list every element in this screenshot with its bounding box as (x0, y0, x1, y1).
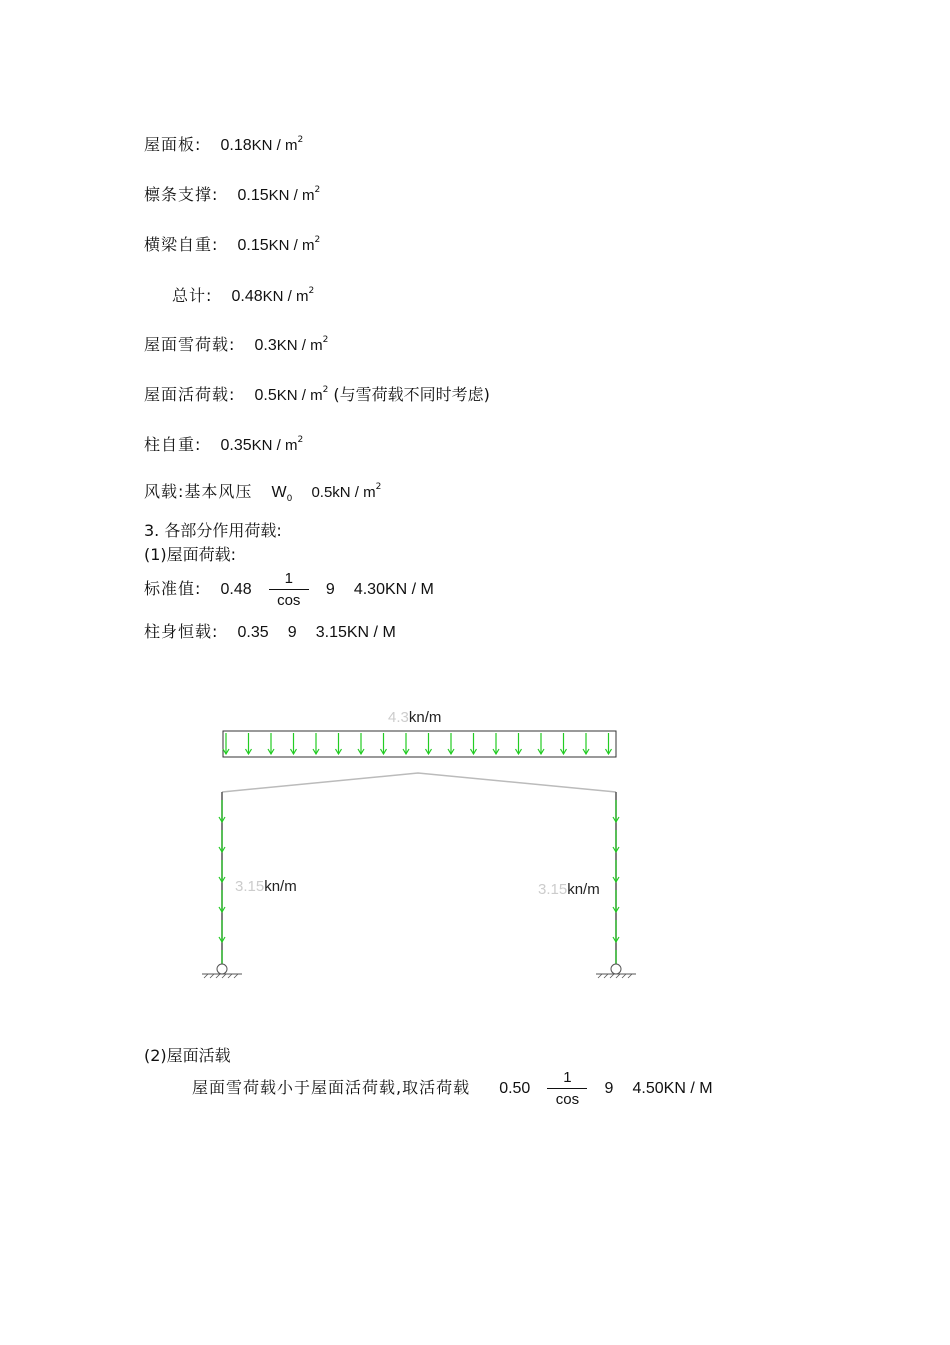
formula-result: 3.15KN / M (315, 624, 396, 641)
formula-coef: 0.50 (499, 1080, 531, 1097)
load-value: 0.48 (231, 288, 263, 305)
load-label: 檩条支撑: (144, 185, 219, 204)
wind-value: 0.5kN / m (311, 484, 376, 501)
right-pin-support (596, 964, 636, 978)
left-column-load-label (235, 878, 297, 895)
formula-live (192, 1069, 713, 1108)
unit-exponent: 2 (314, 234, 321, 245)
formula-result: 4.30KN / M (353, 581, 434, 598)
load-unit: KN / m (262, 288, 309, 305)
roof-load-value: 4.3 (388, 709, 409, 726)
load-value: 0.5 (254, 387, 277, 404)
roof-load-arrows (223, 733, 612, 754)
load-unit: KN / m (251, 437, 298, 454)
unit-exponent: 2 (308, 285, 315, 296)
load-note: (与雪荷载不同时考虑) (333, 385, 490, 404)
roof-load-unit: kn/m (408, 709, 442, 726)
load-value: 0.18 (220, 137, 252, 154)
unit-exponent: 2 (314, 184, 321, 195)
load-unit: KN / m (276, 387, 323, 404)
unit-exponent: 2 (322, 384, 329, 395)
fraction-numerator: 1 (547, 1069, 587, 1089)
formula-text: 屋面雪荷载小于屋面活荷载,取活荷载 (192, 1078, 471, 1097)
load-label: 屋面雪荷载: (144, 335, 236, 354)
load-value: 0.15 (237, 187, 269, 204)
right-column-load-unit: kn/m (567, 881, 600, 898)
rafter (222, 773, 616, 792)
load-value: 0.35 (220, 437, 252, 454)
load-unit: KN / m (268, 237, 315, 254)
right-column-load-value: 3.15 (538, 881, 568, 898)
load-unit: KN / m (276, 337, 323, 354)
subsection-heading: (1)屋面荷载: (144, 545, 237, 564)
load-label: 屋面板: (144, 135, 202, 154)
subsection-heading-live: (2)屋面活载 (144, 1046, 231, 1065)
formula-span: 9 (604, 1080, 614, 1097)
load-unit: KN / m (268, 187, 315, 204)
roof-load-box (223, 731, 616, 757)
formula-fraction (547, 1069, 587, 1108)
load-value: 0.3 (254, 337, 277, 354)
formula-span: 9 (325, 581, 335, 598)
fraction-numerator: 1 (269, 570, 309, 590)
fraction-denominator: cos (555, 1091, 580, 1108)
unit-exponent: 2 (375, 481, 382, 492)
wind-symbol: W (271, 484, 287, 501)
load-label: 横梁自重: (144, 235, 219, 254)
left-pin-support (202, 964, 242, 978)
formula-coef: 0.48 (220, 581, 252, 598)
load-label: 总计: (172, 286, 213, 305)
formula-label: 标准值: (144, 579, 202, 598)
formula-label: 柱身恒载: (144, 622, 219, 641)
unit-exponent: 2 (297, 134, 304, 145)
left-column-load-value: 3.15 (235, 878, 265, 895)
formula-coef: 0.35 (237, 624, 269, 641)
wind-symbol-subscript: 0 (286, 494, 293, 505)
roof-load-label (388, 709, 441, 726)
formula-result: 4.50KN / M (632, 1080, 713, 1097)
formula-span: 9 (287, 624, 297, 641)
unit-exponent: 2 (322, 334, 329, 345)
load-value: 0.15 (237, 237, 269, 254)
unit-exponent: 2 (297, 434, 304, 445)
load-unit: KN / m (251, 137, 298, 154)
left-column-load-unit: kn/m (264, 878, 297, 895)
fraction-denominator: cos (277, 592, 301, 609)
load-label: 屋面活荷载: (144, 385, 236, 404)
section-heading: 3. 各部分作用荷载: (144, 521, 282, 540)
right-column-load-label (538, 881, 600, 898)
load-label: 柱自重: (144, 435, 202, 454)
wind-label: 风载:基本风压 (144, 482, 253, 501)
